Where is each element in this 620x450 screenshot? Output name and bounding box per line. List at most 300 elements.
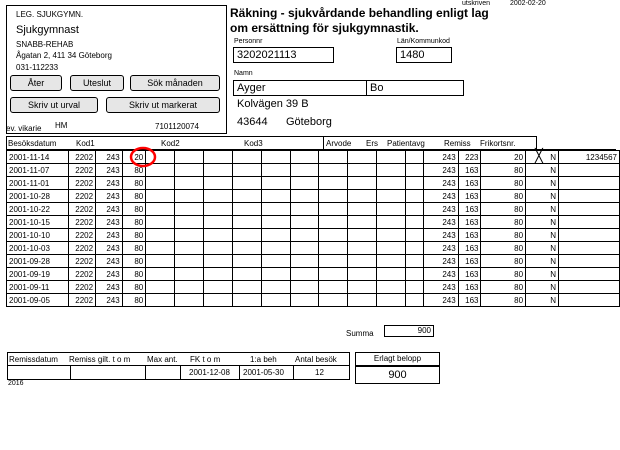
cell-kod2a[interactable] [146,216,175,229]
cell-kod1c[interactable]: 80 [122,203,146,216]
cell-kod2d[interactable] [232,190,261,203]
cell-kod3c[interactable] [319,190,348,203]
cell-kod2b[interactable] [175,242,204,255]
cell-remiss[interactable]: N [526,294,559,307]
cell-kod3d[interactable] [348,242,377,255]
cell-kod1c[interactable]: 20 [122,151,146,164]
cell-kod1c[interactable]: 80 [122,281,146,294]
cell-kod3d[interactable] [348,268,377,281]
remiss-value-fk: 2001-12-08 [189,368,230,377]
cell-ers[interactable]: 163 [458,203,481,216]
cell-ers[interactable]: 163 [458,255,481,268]
vikarie-number: 7101120074 [155,122,199,131]
cell-kod2d[interactable] [232,229,261,242]
cell-kod3b[interactable] [290,242,319,255]
footer-code: 2016 [8,380,24,387]
col-header-arvode: Arvode [326,139,352,148]
cell-kod3c[interactable] [319,216,348,229]
cell-kod2c[interactable] [203,281,232,294]
cell-arvode[interactable]: 243 [423,203,458,216]
cell-frikort[interactable] [559,164,620,177]
cell-kod3b[interactable] [290,177,319,190]
table-row[interactable] [7,216,620,229]
cell-ers[interactable]: 163 [458,281,481,294]
cell-kod1c[interactable]: 80 [122,177,146,190]
cell-patientavg[interactable]: 80 [481,229,526,242]
cell-date[interactable]: 2001-11-07 [7,164,69,177]
cell-patientavg[interactable]: 80 [481,177,526,190]
cell-kod3c[interactable] [319,268,348,281]
table-row[interactable] [7,268,620,281]
cell-kod1c[interactable]: 80 [122,164,146,177]
cell-kod1[interactable]: 2202 [69,294,96,307]
cell-patientavg[interactable]: 80 [481,216,526,229]
back-button[interactable]: Åter [10,75,62,91]
cell-kod2b[interactable] [175,294,204,307]
cell-date[interactable]: 2001-10-10 [7,229,69,242]
cell-spacer[interactable] [406,294,423,307]
cell-patientavg[interactable]: 80 [481,281,526,294]
table-row[interactable] [7,151,620,164]
cell-kod2b[interactable] [175,229,204,242]
vikarie-initials: HM [55,121,68,130]
cell-remiss[interactable]: N [526,229,559,242]
cell-kod3b[interactable] [290,268,319,281]
close-x-icon[interactable]: ╳ [535,148,543,163]
cell-kod2c[interactable] [203,151,232,164]
cell-ers[interactable]: 163 [458,242,481,255]
cell-kod2b[interactable] [175,164,204,177]
cell-frikort[interactable] [559,268,620,281]
exclude-button[interactable]: Uteslut [70,75,124,91]
cell-kod1[interactable]: 2202 [69,164,96,177]
cell-spacer[interactable] [406,203,423,216]
cell-remiss[interactable]: N [526,164,559,177]
cell-patientavg[interactable]: 80 [481,294,526,307]
cell-kod3a[interactable] [261,255,290,268]
lan-label: Län/Kommunkod [397,38,450,45]
cell-kod1b[interactable]: 243 [96,255,123,268]
cell-kod2c[interactable] [203,190,232,203]
remiss-cell-divider [145,366,146,380]
cell-kod1b[interactable]: 243 [96,151,123,164]
cell-kod2d[interactable] [232,268,261,281]
cell-ers[interactable]: 163 [458,190,481,203]
remiss-header-datum: Remissdatum [9,355,58,364]
erlagt-label: Erlagt belopp [355,352,440,366]
cell-spacer[interactable] [406,268,423,281]
firstname-field[interactable]: Bo [366,80,464,96]
cell-kod2b[interactable] [175,268,204,281]
cell-spacer[interactable] [406,151,423,164]
cell-kod2c[interactable] [203,242,232,255]
cell-spacer[interactable] [406,177,423,190]
postcode: 43644 [237,116,268,128]
col-header-frikort: Frikortsnr. [480,139,516,148]
col-header-ers: Ers [366,139,378,148]
cell-kod3e[interactable] [377,203,406,216]
table-row[interactable] [7,177,620,190]
form-title-line1: Räkning - sjukvårdande behandling enligt lag [230,6,489,20]
cell-kod3d[interactable] [348,281,377,294]
cell-date[interactable]: 2001-09-28 [7,255,69,268]
cell-kod1[interactable]: 2202 [69,177,96,190]
cell-remiss[interactable]: N [526,242,559,255]
cell-kod2a[interactable] [146,268,175,281]
cell-arvode[interactable]: 243 [423,190,458,203]
search-month-button[interactable]: Sök månaden [130,75,220,91]
cell-frikort[interactable]: 1234567 [559,151,620,164]
cell-arvode[interactable]: 243 [423,151,458,164]
cell-kod3a[interactable] [261,177,290,190]
cell-arvode[interactable]: 243 [423,164,458,177]
cell-kod3e[interactable] [377,242,406,255]
cell-patientavg[interactable]: 80 [481,203,526,216]
table-row[interactable] [7,190,620,203]
cell-date[interactable]: 2001-10-15 [7,216,69,229]
cell-kod3a[interactable] [261,203,290,216]
cell-kod2d[interactable] [232,203,261,216]
cell-kod3b[interactable] [290,255,319,268]
cell-kod3e[interactable] [377,216,406,229]
cell-kod2c[interactable] [203,268,232,281]
cell-kod2c[interactable] [203,216,232,229]
cell-kod3a[interactable] [261,229,290,242]
cell-ers[interactable]: 163 [458,268,481,281]
cell-kod1[interactable]: 2202 [69,281,96,294]
cell-kod1c[interactable]: 80 [122,255,146,268]
cell-kod3d[interactable] [348,216,377,229]
cell-kod3d[interactable] [348,203,377,216]
remiss-cell-divider [239,366,240,380]
cell-spacer[interactable] [406,229,423,242]
cell-kod3a[interactable] [261,164,290,177]
cell-kod3e[interactable] [377,294,406,307]
cell-kod1c[interactable]: 80 [122,229,146,242]
cell-remiss[interactable]: N [526,190,559,203]
cell-frikort[interactable] [559,242,620,255]
cell-arvode[interactable]: 243 [423,216,458,229]
col-header-kod3: Kod3 [244,139,263,148]
cell-frikort[interactable] [559,281,620,294]
cell-kod2b[interactable] [175,151,204,164]
cell-date[interactable]: 2001-09-19 [7,268,69,281]
cell-kod3c[interactable] [319,164,348,177]
cell-kod2a[interactable] [146,190,175,203]
cell-kod2c[interactable] [203,294,232,307]
remiss-cell-divider [180,366,181,380]
cell-ers[interactable]: 163 [458,177,481,190]
cell-kod1b[interactable]: 243 [96,177,123,190]
cell-ers[interactable]: 163 [458,229,481,242]
cell-kod2c[interactable] [203,255,232,268]
cell-kod1b[interactable]: 243 [96,229,123,242]
namn-label: Namn [234,70,253,77]
cell-remiss[interactable]: N [526,203,559,216]
street-address: Kolvägen 39 B [237,98,309,110]
cell-frikort[interactable] [559,294,620,307]
cell-kod2a[interactable] [146,229,175,242]
summa-label: Summa [346,329,374,338]
cell-kod2d[interactable] [232,151,261,164]
cell-kod3e[interactable] [377,281,406,294]
cell-ers[interactable]: 163 [458,294,481,307]
cell-date[interactable]: 2001-10-28 [7,190,69,203]
cell-kod3e[interactable] [377,177,406,190]
cell-kod2d[interactable] [232,294,261,307]
cell-kod2b[interactable] [175,281,204,294]
cell-kod3c[interactable] [319,242,348,255]
cell-arvode[interactable]: 243 [423,281,458,294]
remiss-header-fk: FK t o m [190,355,221,364]
cell-date[interactable]: 2001-09-05 [7,294,69,307]
cell-kod1b[interactable]: 243 [96,242,123,255]
cell-kod1[interactable]: 2202 [69,242,96,255]
cell-kod2b[interactable] [175,190,204,203]
clinic-title: LEG. SJUKGYMN. [16,10,84,19]
remiss-header-gilt: Remiss gilt. t o m [69,355,131,364]
print-selection-button[interactable]: Skriv ut urval [10,97,98,113]
cell-kod1[interactable]: 2202 [69,190,96,203]
cell-kod2d[interactable] [232,164,261,177]
lan-field[interactable]: 1480 [396,47,452,63]
clinic-address: Ågatan 2, 411 34 Göteborg [16,51,112,60]
cell-kod3c[interactable] [319,203,348,216]
cell-kod3a[interactable] [261,281,290,294]
cell-kod2c[interactable] [203,229,232,242]
cell-kod1[interactable]: 2202 [69,255,96,268]
cell-kod3e[interactable] [377,255,406,268]
cell-date[interactable]: 2001-10-03 [7,242,69,255]
cell-kod3c[interactable] [319,281,348,294]
cell-kod1[interactable]: 2202 [69,151,96,164]
erlagt-value: 900 [355,366,440,384]
cell-frikort[interactable] [559,190,620,203]
cell-kod2a[interactable] [146,255,175,268]
cell-kod3c[interactable] [319,255,348,268]
remiss-value-antal: 12 [315,368,324,377]
cell-date[interactable]: 2001-10-22 [7,203,69,216]
cell-kod3b[interactable] [290,164,319,177]
remiss-header-maxant: Max ant. [147,355,178,364]
cell-kod3b[interactable] [290,294,319,307]
cell-remiss[interactable]: N [526,255,559,268]
cell-kod3c[interactable] [319,177,348,190]
cell-kod1c[interactable]: 80 [122,268,146,281]
table-row[interactable] [7,203,620,216]
table-row[interactable] [7,281,620,294]
cell-kod3e[interactable] [377,190,406,203]
col-header-kod1: Kod1 [76,139,95,148]
printed-label: utskriven [462,0,491,7]
cell-kod3d[interactable] [348,151,377,164]
cell-kod1b[interactable]: 243 [96,268,123,281]
city: Göteborg [286,116,332,128]
personnr-label: Personnr [234,38,263,45]
cell-kod2d[interactable] [232,242,261,255]
cell-spacer[interactable] [406,281,423,294]
cell-kod2c[interactable] [203,203,232,216]
cell-kod1c[interactable]: 80 [122,190,146,203]
cell-spacer[interactable] [406,255,423,268]
cell-kod1c[interactable]: 80 [122,294,146,307]
cell-remiss[interactable]: N [526,151,559,164]
header-left-border [6,136,7,150]
highlight-circle-icon [128,145,158,169]
col-header-patientavg: Patientavg [387,139,425,148]
cell-kod3d[interactable] [348,164,377,177]
cell-patientavg[interactable]: 80 [481,268,526,281]
cell-kod3b[interactable] [290,190,319,203]
cell-kod1b[interactable]: 243 [96,294,123,307]
cell-kod2c[interactable] [203,164,232,177]
cell-spacer[interactable] [406,216,423,229]
cell-kod1b[interactable]: 243 [96,203,123,216]
cell-kod3e[interactable] [377,268,406,281]
cell-kod3c[interactable] [319,151,348,164]
cell-kod3a[interactable] [261,190,290,203]
printed-date: 2002-02-20 [510,0,546,7]
cell-kod3b[interactable] [290,203,319,216]
cell-remiss[interactable]: N [526,177,559,190]
cell-patientavg[interactable]: 80 [481,242,526,255]
cell-kod3c[interactable] [319,294,348,307]
cell-date[interactable]: 2001-09-11 [7,281,69,294]
table-row[interactable] [7,242,620,255]
cell-kod2a[interactable] [146,242,175,255]
cell-kod2d[interactable] [232,255,261,268]
cell-kod2a[interactable] [146,294,175,307]
cell-kod1b[interactable]: 243 [96,281,123,294]
clinic-profession: Sjukgymnast [16,24,79,36]
remiss-header-firstbeh: 1:a beh [250,355,277,364]
cell-kod3a[interactable] [261,216,290,229]
table-top-border [6,136,536,137]
table-row[interactable] [7,294,620,307]
table-row[interactable] [7,255,620,268]
cell-date[interactable]: 2001-11-01 [7,177,69,190]
cell-frikort[interactable] [559,203,620,216]
cell-patientavg[interactable]: 80 [481,255,526,268]
personnr-field[interactable]: 3202021113 [233,47,334,63]
remiss-header-antal: Antal besök [295,355,337,364]
cell-kod1[interactable]: 2202 [69,229,96,242]
cell-kod3b[interactable] [290,229,319,242]
cell-kod1[interactable]: 2202 [69,203,96,216]
cell-kod2c[interactable] [203,177,232,190]
remiss-cell-divider [70,366,71,380]
cell-kod2a[interactable] [146,203,175,216]
cell-spacer[interactable] [406,242,423,255]
cell-kod2b[interactable] [175,255,204,268]
cell-ers[interactable]: 223 [458,151,481,164]
form-title-line2: om ersättning för sjukgymnastik. [230,21,419,35]
cell-kod2b[interactable] [175,177,204,190]
cell-kod3d[interactable] [348,294,377,307]
cell-remiss[interactable]: N [526,216,559,229]
cell-spacer[interactable] [406,190,423,203]
cell-kod1[interactable]: 2202 [69,216,96,229]
cell-kod3b[interactable] [290,216,319,229]
table-row[interactable] [7,164,620,177]
cell-arvode[interactable]: 243 [423,242,458,255]
cell-kod3a[interactable] [261,151,290,164]
cell-kod3a[interactable] [261,242,290,255]
cell-kod3d[interactable] [348,190,377,203]
cell-ers[interactable]: 163 [458,216,481,229]
cell-patientavg[interactable]: 20 [481,151,526,164]
vikarie-label: ev. vikarie [6,124,42,133]
cell-kod3d[interactable] [348,255,377,268]
remiss-table-divider [7,365,350,366]
cell-kod1b[interactable]: 243 [96,164,123,177]
cell-kod2a[interactable] [146,281,175,294]
cell-arvode[interactable]: 243 [423,229,458,242]
cell-kod3a[interactable] [261,268,290,281]
cell-kod3e[interactable] [377,164,406,177]
cell-frikort[interactable] [559,177,620,190]
table-row[interactable] [7,229,620,242]
clinic-name: SNABB-REHAB [16,40,74,49]
summa-value: 900 [384,325,434,337]
cell-frikort[interactable] [559,229,620,242]
cell-kod2b[interactable] [175,203,204,216]
cell-frikort[interactable] [559,255,620,268]
cell-patientavg[interactable]: 80 [481,190,526,203]
col-header-kod2: Kod2 [161,139,180,148]
cell-spacer[interactable] [406,164,423,177]
cell-kod3d[interactable] [348,177,377,190]
cell-arvode[interactable]: 243 [423,268,458,281]
print-marked-button[interactable]: Skriv ut markerat [106,97,220,113]
remiss-value-firstbeh: 2001-05-30 [243,368,284,377]
cell-date[interactable]: 2001-11-14 [7,151,69,164]
remiss-cell-divider [293,366,294,380]
surname-field[interactable]: Ayger [233,80,367,96]
cell-kod3b[interactable] [290,281,319,294]
header-divider-arvode [323,136,324,150]
cell-patientavg[interactable]: 80 [481,164,526,177]
cell-remiss[interactable]: N [526,268,559,281]
visits-table [6,150,620,307]
cell-ers[interactable]: 163 [458,164,481,177]
cell-kod3e[interactable] [377,151,406,164]
cell-kod1[interactable]: 2202 [69,268,96,281]
cell-kod2a[interactable] [146,177,175,190]
cell-kod3b[interactable] [290,151,319,164]
cell-kod2b[interactable] [175,216,204,229]
col-header-date: Besöksdatum [8,139,57,148]
clinic-phone: 031-112233 [16,63,59,72]
cell-remiss[interactable]: N [526,281,559,294]
col-header-remiss: Remiss [444,139,471,148]
cell-arvode[interactable]: 243 [423,294,458,307]
cell-arvode[interactable]: 243 [423,255,458,268]
cell-kod2d[interactable] [232,177,261,190]
cell-frikort[interactable] [559,216,620,229]
cell-kod3c[interactable] [319,229,348,242]
cell-kod1b[interactable]: 243 [96,190,123,203]
cell-arvode[interactable]: 243 [423,177,458,190]
cell-kod2d[interactable] [232,216,261,229]
cell-kod2d[interactable] [232,281,261,294]
cell-kod3d[interactable] [348,229,377,242]
cell-kod3e[interactable] [377,229,406,242]
cell-kod1c[interactable]: 80 [122,216,146,229]
cell-kod1c[interactable]: 80 [122,242,146,255]
cell-kod3a[interactable] [261,294,290,307]
cell-kod1b[interactable]: 243 [96,216,123,229]
